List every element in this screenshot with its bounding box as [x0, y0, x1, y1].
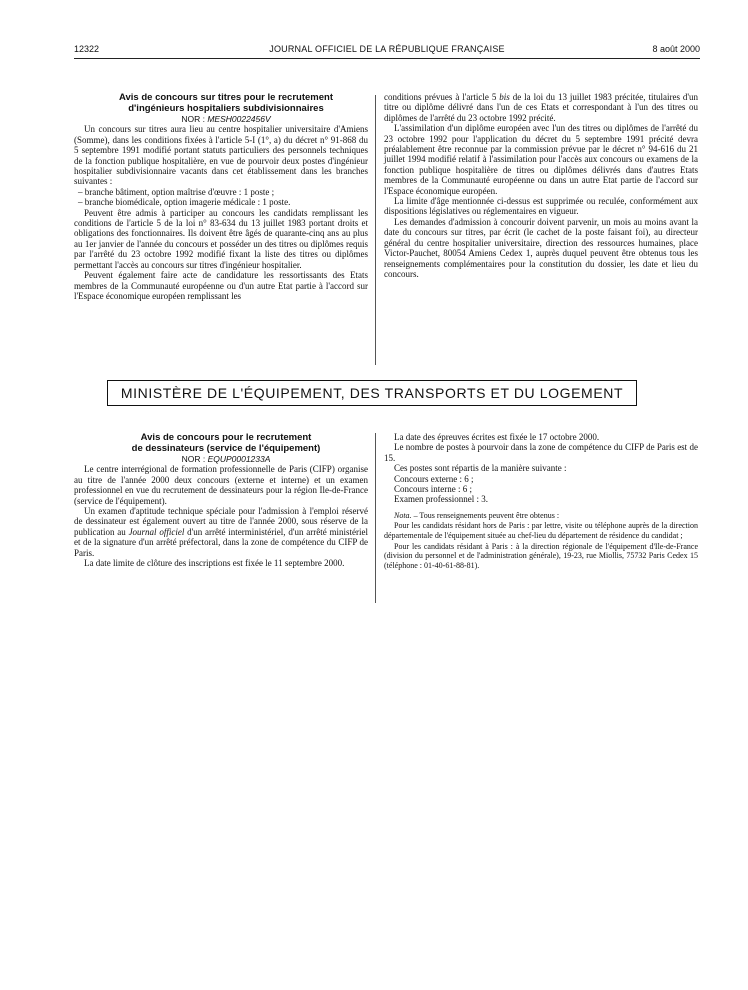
notice1-list-item: – branche bâtiment, option maîtrise d'œuvre : 1 poste ; — [78, 186, 275, 197]
note-paragraph: Pour les candidats résidant à Paris : à la direction régionale de l'équipement d'Ile-de-France (division du personnel et de l'administration générale), 19-23, rue Miollis, 75732 Paris Cedex 15 (téléphone : 01-40-61-88-81). — [384, 541, 698, 570]
notice1-paragraph-continued: conditions prévues à l'article 5 bis de la loi du 13 juillet 1983 précitée, titulaires d'un titre ou diplôme délivré dans l'un de ces Etats et correspondant à l'un des titres ou diplômes de l'arrêté du 23 octobre 1992 précité. — [384, 92, 698, 123]
page-header — [74, 44, 700, 58]
note-intro: Nota. – Tous renseignements peuvent être obtenus : — [394, 510, 560, 520]
ministry-heading: MINISTÈRE DE L'ÉQUIPEMENT, DES TRANSPORTS ET DU LOGEMENT — [107, 380, 637, 406]
notice2-nor — [74, 454, 368, 464]
journal-title: JOURNAL OFFICIEL DE LA RÉPUBLIQUE FRANÇAISE — [269, 44, 505, 54]
column-divider — [375, 95, 376, 365]
notice2-title-line2: de dessinateurs (service de l'équipement) — [131, 443, 321, 454]
notice1-right-column — [384, 92, 698, 279]
header-rule — [74, 58, 700, 59]
notice1-left-column — [74, 92, 368, 301]
notice2-left-column — [74, 432, 368, 568]
notice2-paragraph: Ces postes sont répartis de la manière suivante : — [394, 463, 567, 474]
notice1-list-item: – branche biomédicale, option imagerie médicale : 1 poste. — [78, 197, 291, 208]
notice2-paragraph: La date des épreuves écrites est fixée le 17 octobre 2000. — [394, 432, 600, 442]
page-number: 12322 — [74, 44, 100, 54]
notice1-paragraph: Peuvent également faire acte de candidature les ressortissants des Etats membres de la Communauté européenne ou d'un autre Etat partie à l'accord sur l'Espace économique européen remplissant les — [74, 270, 368, 301]
notice2-nor-code: EQUP0001233A — [207, 454, 271, 464]
journal-officiel-reference: Journal officiel — [128, 526, 185, 537]
notice1-nor-code: MESH0022456V — [207, 114, 271, 124]
notice2-list-item: Examen professionnel : 3. — [394, 494, 488, 505]
notice2-paragraph: Un examen d'aptitude technique spéciale pour l'admission à l'emploi réservé de dessinateur est également ouvert au titre de l'année 2000, sous réserve de la publication au Journal officiel d'un arrêté interministériel, d'un arrêté ministériel et de la signature d'un arrêté préfectoral, dans la zone de compétence du CIFP de Paris. — [74, 506, 368, 558]
notice1-paragraph: Les demandes d'admission à concourir doivent parvenir, un mois au moins avant la date du concours sur titres, par écrit (le cachet de la poste faisant foi), au directeur général du centre hospitalier universitaire, direction des ressources humaines, place Victor-Pauchet, 80054 Amiens Cedex 1, auprès duquel peuvent être obtenus tous les renseignements complémentaires pour la constitution du dossier, les date et lieu du concours. — [384, 216, 698, 279]
notice2-paragraph: La date limite de clôture des inscriptions est fixée le 11 septembre 2000. — [84, 558, 345, 569]
notice2-nor-label: NOR : — [181, 454, 206, 464]
notice1-nor — [74, 114, 368, 124]
notice1-title-line2: d'ingénieurs hospitaliers subdivisionnaires — [128, 103, 324, 114]
notice2-paragraph: Le centre interrégional de formation professionnelle de Paris (CIFP) organise au titre de l'année 2000 deux concours (externe et interne) et un examen professionnel en vue du recrutement de dessinateurs pour la région Ile-de-France (service de l'équipement). — [74, 464, 368, 506]
column-divider — [375, 433, 376, 603]
notice2-note — [384, 511, 698, 571]
notice1-title-line1: Avis de concours sur titres pour le recrutement — [119, 92, 333, 103]
notice1-paragraph: La limite d'âge mentionnée ci-dessus est supprimée ou reculée, conformément aux dispositions législatives ou réglementaires en vigueur. — [384, 196, 698, 217]
notice2-list-item: Concours interne : 6 ; — [394, 484, 472, 495]
notice1-paragraph: Un concours sur titres aura lieu au centre hospitalier universitaire d'Amiens (Somme), dans les conditions fixées à l'article 5-I (1°, a) du décret n° 91-868 du 5 septembre 1991 modifié portant statuts particuliers des personnels techniques de la fonction publique hospitalière, en vue de pourvoir deux postes d'ingénieur hospitalier subdivisionnaire vacants dans cet établissement dans les branches suivantes : — [74, 124, 368, 187]
notice2-paragraph: Le nombre de postes à pourvoir dans la zone de compétence du CIFP de Paris est de 15. — [384, 442, 698, 463]
notice2-right-column — [384, 432, 698, 571]
notice2-title-line1: Avis de concours pour le recrutement — [140, 432, 312, 443]
notice2-list-item: Concours externe : 6 ; — [394, 473, 474, 484]
notice1-paragraph: Peuvent être admis à participer au concours les candidats remplissant les conditions de l'article 5 de la loi n° 83-634 du 13 juillet 1983 portant droits et obligations des fonctionnaires. Ils doivent être âgés de quarante-cinq ans au plus au 1er janvier de l'année du concours et posséder un des titres ou diplômes requis par l'arrêté du 23 octobre 1992 modifié fixant la liste des titres ou diplômes permettant l'accès au concours sur titres d'ingénieur hospitalier. — [74, 207, 368, 270]
notice1-nor-label: NOR : — [181, 114, 205, 124]
note-paragraph: Pour les candidats résidant hors de Paris : par lettre, visite ou téléphone auprès de la direction départementale de l'équipement située au chef-lieu du département de résidence du candidat ; — [384, 521, 698, 541]
issue-date: 8 août 2000 — [652, 44, 700, 54]
notice1-paragraph: L'assimilation d'un diplôme européen avec l'un des titres ou diplômes de l'arrêté du 23 octobre 1992 pour l'application du décret du 5 septembre 1991 précité devra préalablement être reconnue par la commission prévue par le décret n° 94-616 du 21 juillet 1994 modifié relatif à l'assimilation pour l'accès aux concours ou examens de la fonction publique hospitalière de titres ou diplômes délivrés dans d'autres Etats membres de la Communauté européenne ou dans un autre Etat partie de l'accord sur l'Espace économique européen. — [384, 123, 698, 196]
